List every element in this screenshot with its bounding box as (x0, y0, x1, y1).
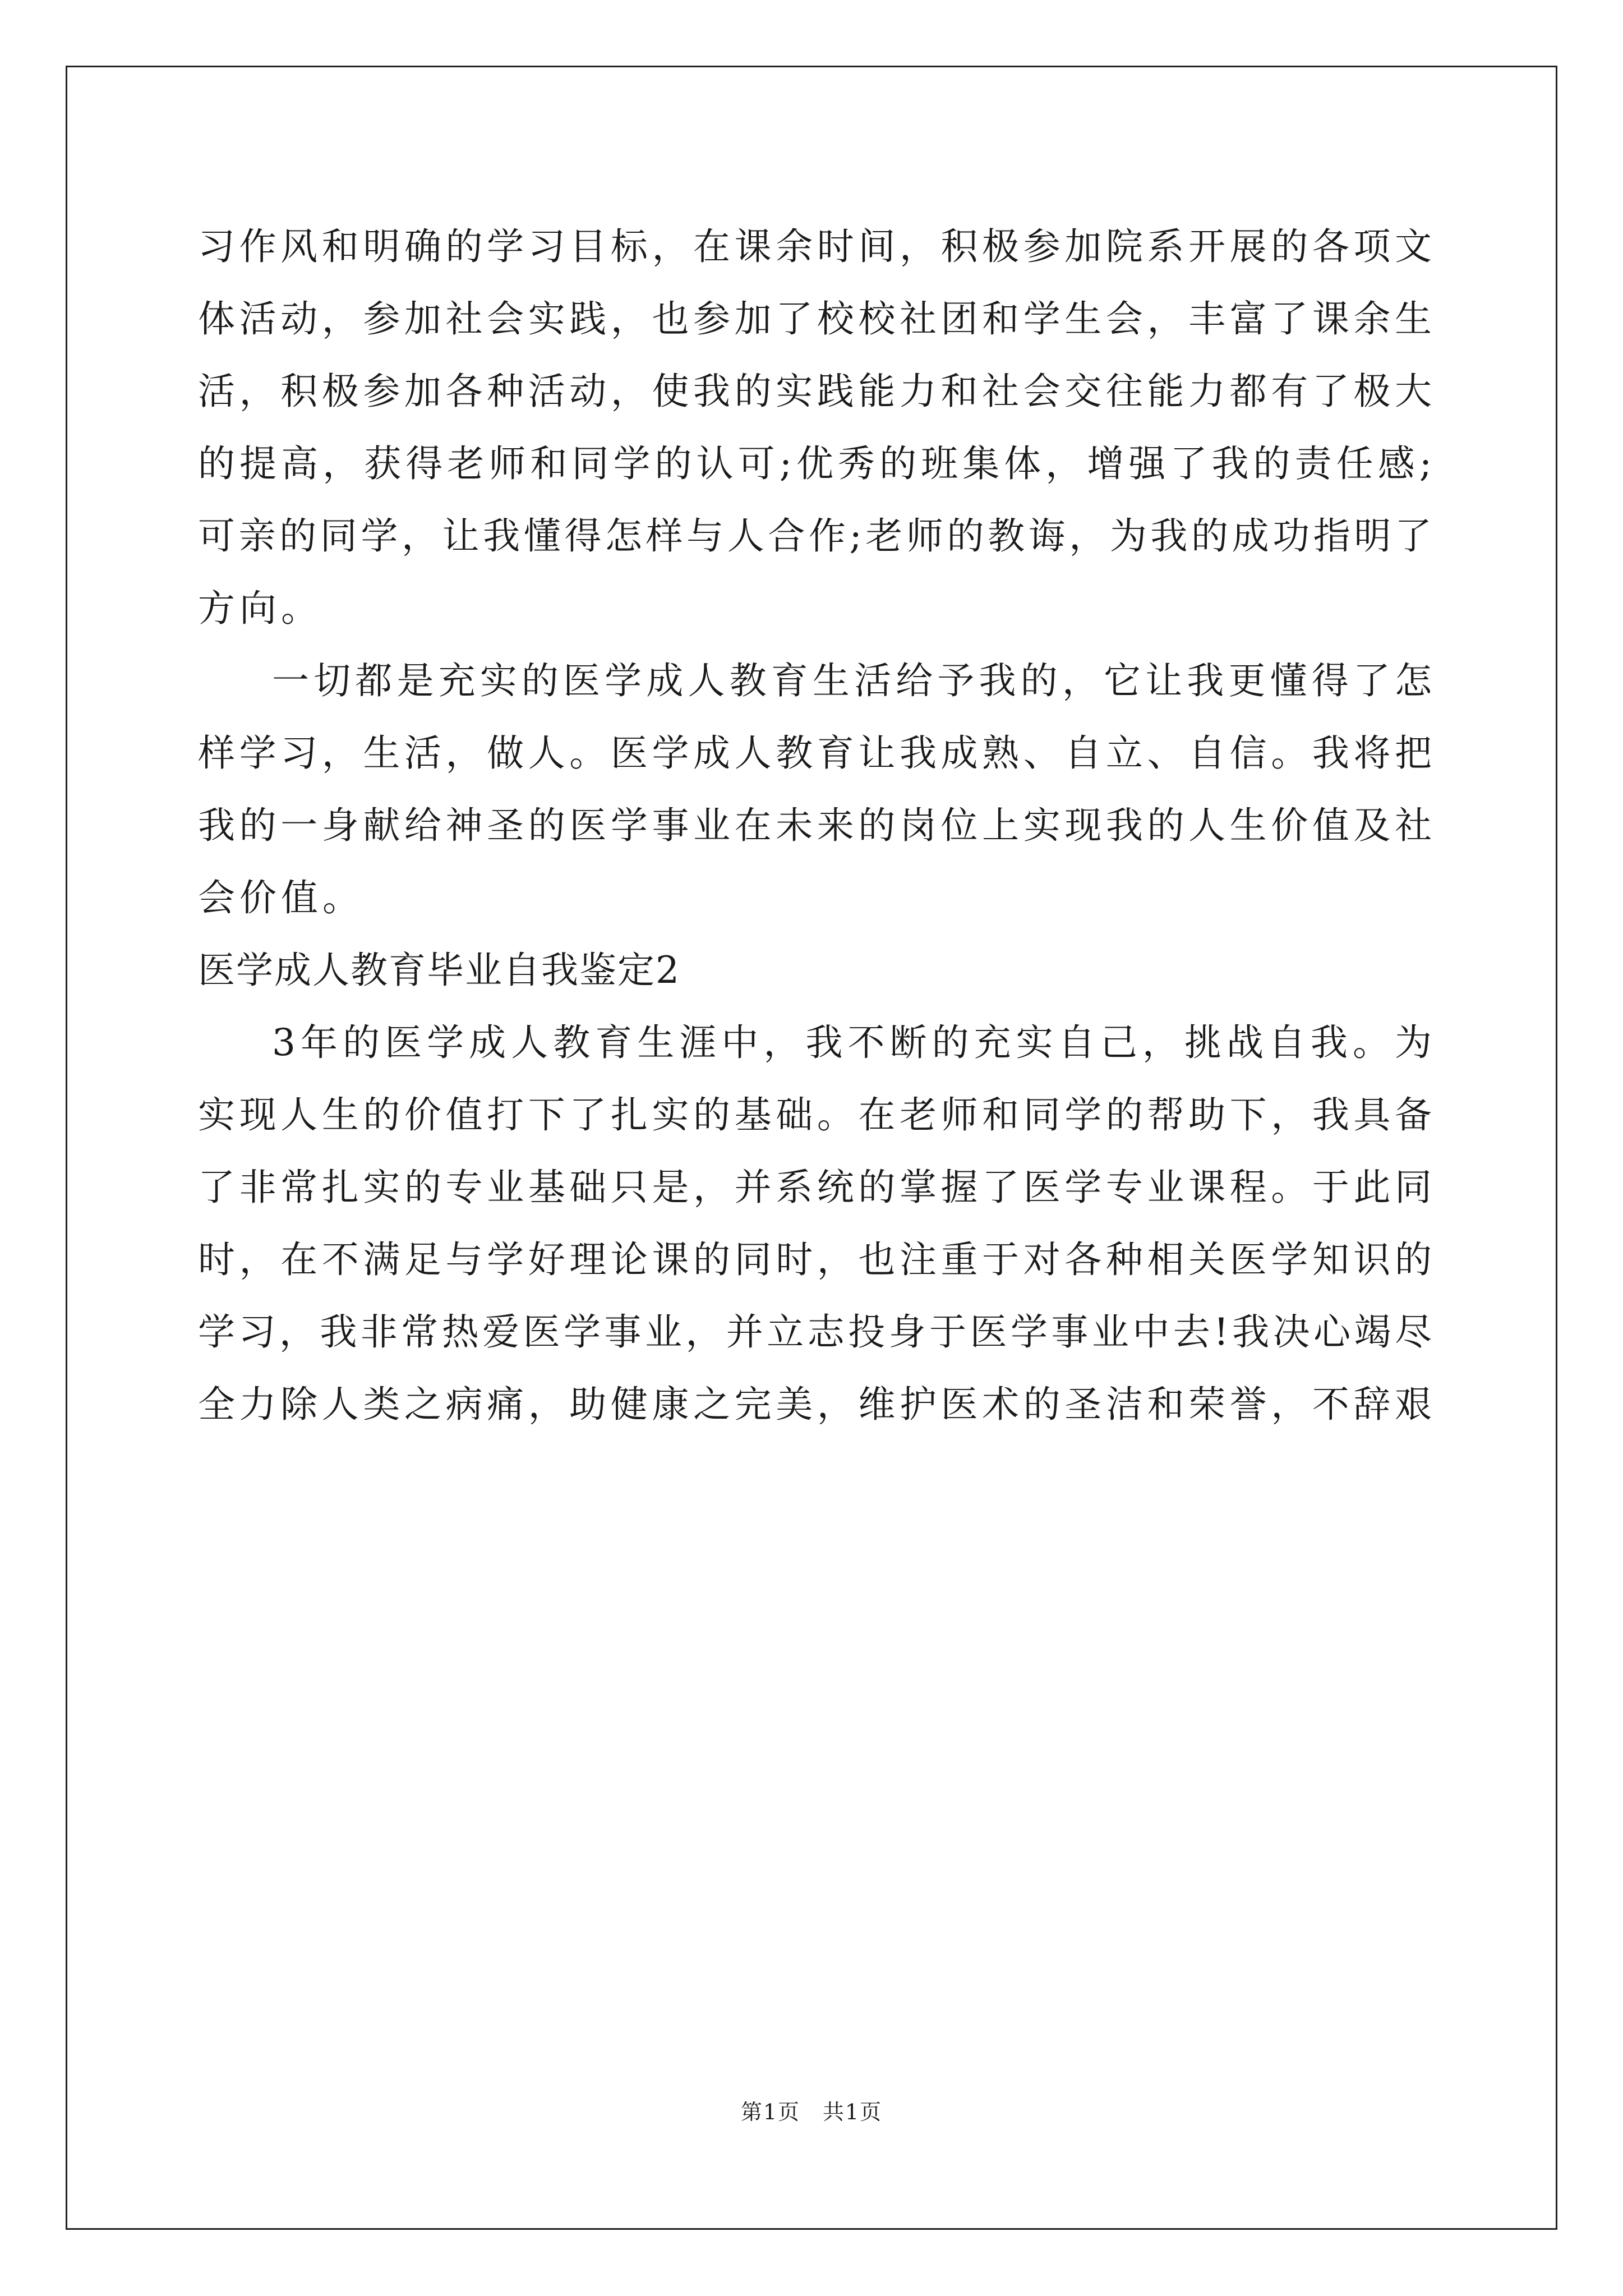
text-line: 一切都是充实的医学成人教育生活给予我的，它让我更懂得了怎 (272, 659, 1432, 702)
paragraph-2 (198, 645, 1432, 934)
text-line: 我的一身献给神圣的医学事业在未来的岗位上实现我的人生价值及社 (198, 804, 1432, 847)
text-line: 实现人生的价值打下了扎实的基础。在老师和同学的帮助下，我具备 (198, 1093, 1432, 1137)
text-line: 体活动，参加社会实践，也参加了校校社团和学生会，丰富了课余生 (198, 297, 1432, 341)
text-line: 时，在不满足与学好理论课的同时，也注重于对各种相关医学知识的 (198, 1238, 1432, 1281)
text-line: 的提高，获得老师和同学的认可;优秀的班集体，增强了我的责任感; (198, 442, 1432, 485)
text-line: 习作风和明确的学习目标，在课余时间，积极参加院系开展的各项文 (198, 225, 1432, 268)
text-line: 全力除人类之病痛，助健康之完美，维护医术的圣洁和荣誉，不辞艰 (198, 1383, 1432, 1426)
text-line: 会价值。 (198, 876, 364, 919)
page-footer: 第1页 共1页 (740, 2100, 883, 2124)
text-line: 活，积极参加各种活动，使我的实践能力和社会交往能力都有了极大 (198, 370, 1432, 413)
text-line: 方向。 (198, 587, 322, 630)
text-line: 3年的医学成人教育生涯中，我不断的充实自己，挑战自我。为 (272, 1021, 1432, 1064)
text-line: 样学习，生活，做人。医学成人教育让我成熟、自立、自信。我将把 (198, 731, 1432, 775)
text-line: 可亲的同学，让我懂得怎样与人合作;老师的教诲，为我的成功指明了 (198, 514, 1432, 558)
text-line: 了非常扎实的专业基础只是，并系统的掌握了医学专业课程。于此同 (198, 1166, 1432, 1209)
section-heading: 医学成人教育毕业自我鉴定2 (198, 949, 680, 992)
paragraph-1 (198, 210, 1432, 645)
paragraph-3 (198, 1006, 1432, 1441)
text-line: 学习，我非常热爱医学事业，并立志投身于医学事业中去!我决心竭尽 (198, 1310, 1432, 1354)
document-body (198, 210, 1432, 1441)
